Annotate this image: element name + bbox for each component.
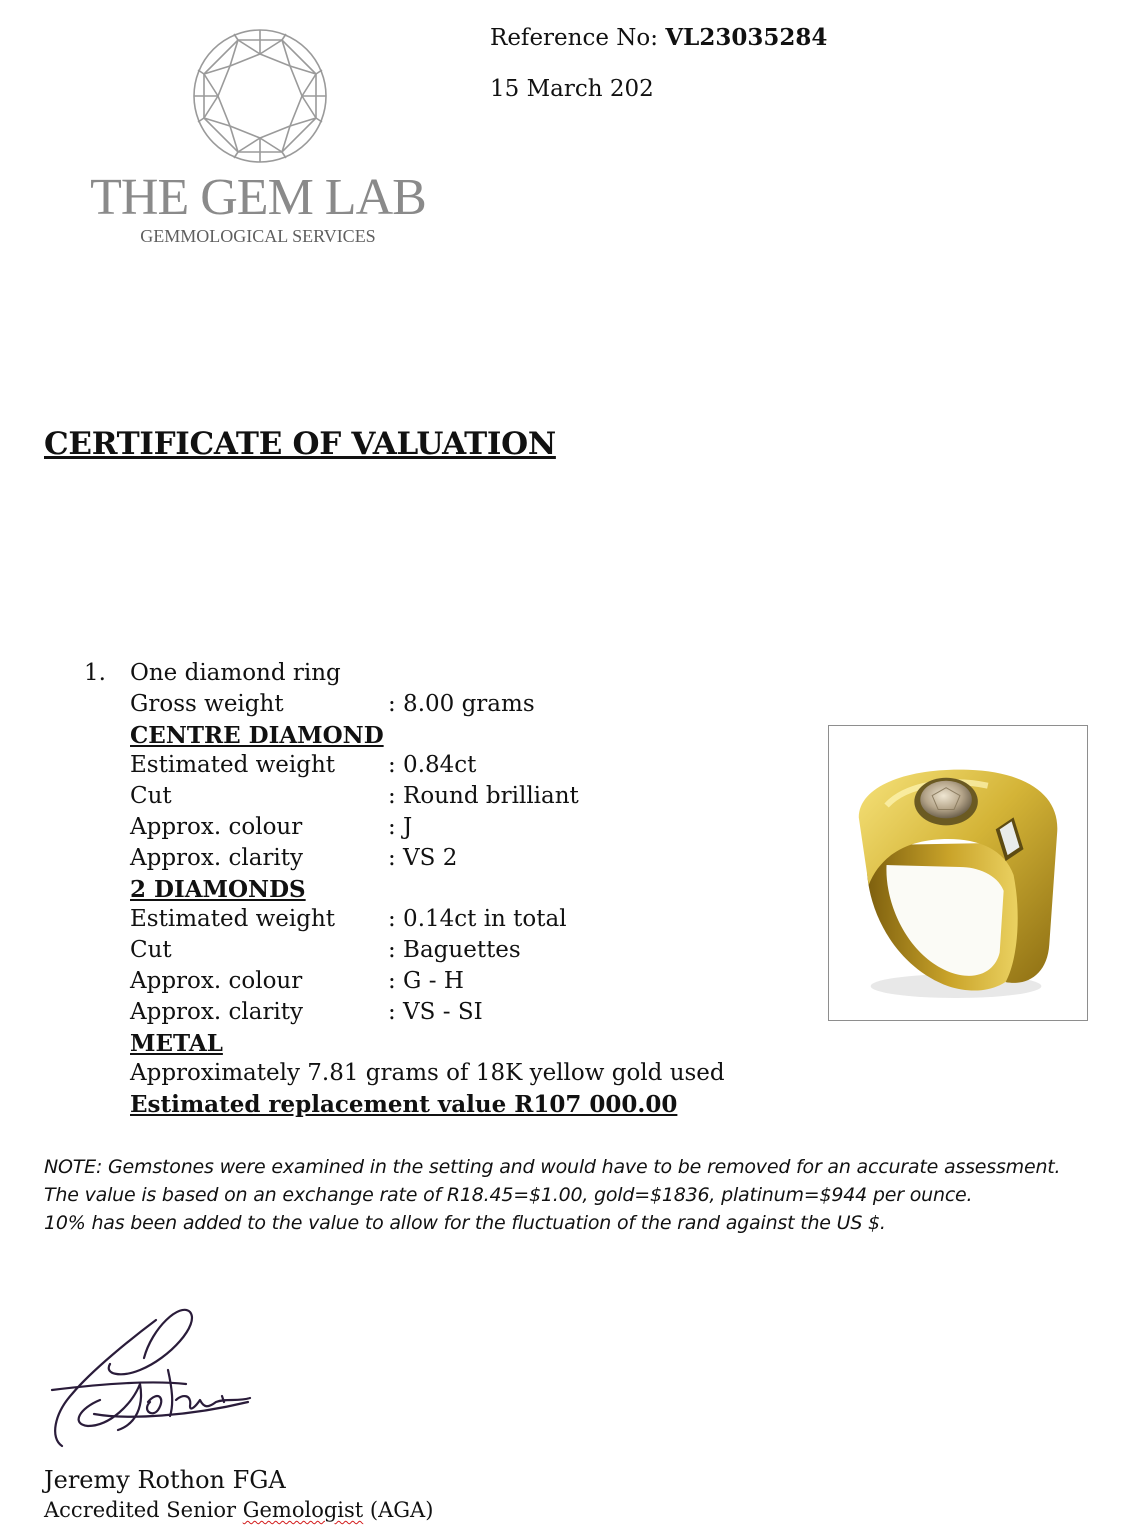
reference-line [490, 24, 827, 51]
centre-weight-value: : 0.84ct [388, 752, 477, 779]
brand-subtitle: GEMMOLOGICAL SERVICES [140, 226, 376, 246]
side-colour-label: Approx. colour [130, 967, 303, 994]
side-weight-label: Estimated weight [130, 906, 336, 933]
centre-weight-label: Estimated weight [130, 752, 336, 779]
reference-number: VL23035284 [665, 24, 828, 51]
centre-clarity-label: Approx. clarity [130, 844, 304, 871]
signatory-title-post: (AGA) [363, 1498, 434, 1522]
centre-diamond-heading: CENTRE DIAMOND [130, 721, 384, 749]
signatory-title [44, 1498, 433, 1522]
document-date: 15 March 202 [490, 76, 654, 102]
signature-icon [40, 1298, 270, 1458]
item-number: 1. [84, 660, 106, 686]
note-line-1: NOTE: Gemstones were examined in the setting and would have to be removed for an accurate assessment. [44, 1156, 1061, 1178]
side-clarity-value: : VS - SI [388, 998, 483, 1025]
centre-colour-label: Approx. colour [130, 813, 303, 840]
gross-weight-label: Gross weight [130, 690, 284, 717]
replacement-value: Estimated replacement value R107 000.00 [130, 1091, 678, 1119]
signatory-name: Jeremy Rothon FGA [44, 1466, 286, 1494]
side-diamonds-heading: 2 DIAMONDS [130, 875, 306, 903]
signatory-title-pre: Accredited Senior [44, 1498, 243, 1522]
brand-name: THE GEM LAB [90, 169, 426, 226]
side-cut-label: Cut [130, 937, 172, 964]
note-line-3: 10% has been added to the value to allow for the fluctuation of the rand against the US $. [44, 1212, 886, 1234]
metal-heading: METAL [130, 1029, 223, 1057]
side-clarity-label: Approx. clarity [130, 998, 304, 1025]
gross-weight-value: : 8.00 grams [388, 690, 535, 717]
centre-clarity-value: : VS 2 [388, 844, 458, 871]
gold-ring-image [829, 726, 1087, 1020]
side-weight-value: : 0.14ct in total [388, 906, 567, 933]
centre-colour-value: : J [388, 813, 413, 840]
gem-lab-logo-icon [188, 26, 332, 166]
signatory-title-word: Gemologist [242, 1498, 364, 1522]
item-description: One diamond ring [130, 660, 341, 686]
centre-cut-label: Cut [130, 783, 172, 810]
side-colour-value: : G - H [388, 967, 464, 994]
page-title: CERTIFICATE OF VALUATION [44, 426, 556, 462]
metal-description: Approximately 7.81 grams of 18K yellow gold used [130, 1060, 725, 1087]
reference-label: Reference No: [490, 25, 658, 51]
ring-photo [828, 725, 1088, 1021]
centre-cut-value: : Round brilliant [388, 783, 579, 810]
side-cut-value: : Baguettes [388, 937, 521, 964]
note-line-2: The value is based on an exchange rate of R18.45=$1.00, gold=$1836, platinum=$944 per ounce. [44, 1184, 973, 1206]
